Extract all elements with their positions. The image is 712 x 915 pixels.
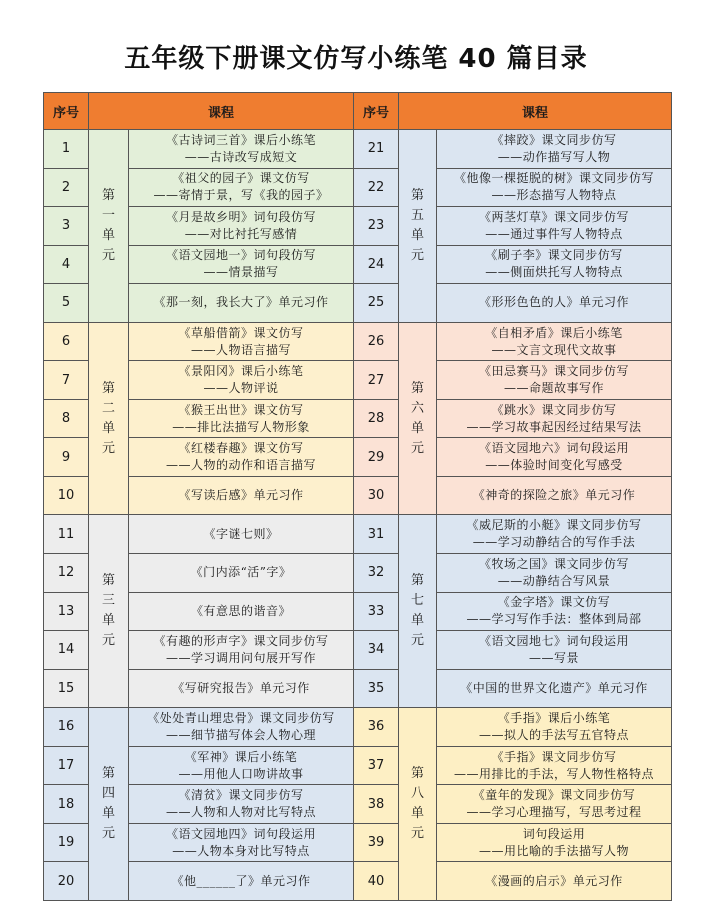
course-subtitle: ——学习心理描写，写思考过程	[466, 805, 642, 820]
header-num-right: 序号	[354, 93, 399, 130]
course-subtitle: ——学习调用问句展开写作	[166, 650, 317, 665]
course-cell	[129, 708, 354, 747]
row-number: 39	[354, 823, 399, 862]
course-title: 《清贫》课文同步仿写	[178, 788, 304, 803]
unit-char: 一	[101, 207, 115, 223]
table-row	[44, 631, 672, 670]
unit-label	[399, 708, 437, 901]
unit-char: 五	[411, 207, 425, 223]
unit-char: 元	[411, 440, 425, 456]
course-cell	[437, 438, 672, 477]
course-title: 《神奇的探险之旅》单元习作	[472, 488, 636, 503]
row-number: 14	[44, 631, 89, 670]
unit-char: 元	[101, 633, 115, 649]
row-number: 20	[44, 862, 89, 901]
row-number: 36	[354, 708, 399, 747]
course-cell	[437, 207, 672, 246]
table-row	[44, 708, 672, 747]
table-row	[44, 168, 672, 207]
course-title: 《有趣的形声字》课文同步仿写	[153, 633, 329, 648]
course-subtitle: ——用比喻的手法描写人物	[479, 843, 630, 858]
course-subtitle: ——通过事件写人物特点	[485, 226, 623, 241]
course-subtitle: ——形态描写人物特点	[491, 188, 617, 203]
course-cell	[129, 476, 354, 515]
course-cell	[129, 592, 354, 631]
row-number: 11	[44, 515, 89, 554]
course-subtitle: ——动静结合写风景	[497, 573, 611, 588]
course-cell	[437, 592, 672, 631]
table-row	[44, 823, 672, 862]
course-cell	[437, 785, 672, 824]
unit-char: 元	[101, 440, 115, 456]
course-title: 《刷子李》课文同步仿写	[485, 248, 623, 263]
course-cell	[437, 862, 672, 901]
course-subtitle: ——排比法描写人物形象	[172, 419, 310, 434]
course-title: 《威尼斯的小艇》课文同步仿写	[466, 518, 642, 533]
course-cell	[437, 554, 672, 593]
unit-char: 第	[411, 766, 425, 782]
unit-char: 三	[101, 593, 115, 609]
course-subtitle: ——拟人的手法写五官特点	[479, 727, 630, 742]
course-subtitle: ——体验时间变化写感受	[485, 458, 623, 473]
course-cell	[129, 631, 354, 670]
course-title: 《手指》课后小练笔	[497, 710, 611, 725]
course-cell	[129, 130, 354, 169]
course-title: 《军神》课后小练笔	[184, 749, 298, 764]
table-row	[44, 554, 672, 593]
course-cell	[129, 746, 354, 785]
row-number: 24	[354, 245, 399, 284]
unit-char: 单	[411, 613, 425, 629]
row-number: 9	[44, 438, 89, 477]
course-cell	[437, 168, 672, 207]
unit-char: 八	[411, 786, 425, 802]
row-number: 27	[354, 361, 399, 400]
row-number: 38	[354, 785, 399, 824]
row-number: 30	[354, 476, 399, 515]
row-number: 26	[354, 322, 399, 361]
course-title: 《有意思的谐音》	[191, 603, 292, 618]
course-title: 《跳水》课文同步仿写	[491, 402, 617, 417]
row-number: 12	[44, 554, 89, 593]
course-subtitle: ——古诗改写成短文	[184, 149, 298, 164]
course-title: 《田忌赛马》课文同步仿写	[479, 364, 630, 379]
unit-char: 六	[411, 400, 425, 416]
course-subtitle: ——学习动静结合的写作手法	[472, 535, 636, 550]
course-cell	[437, 130, 672, 169]
unit-char: 第	[101, 573, 115, 589]
row-number: 23	[354, 207, 399, 246]
course-title: 《猴王出世》课文仿写	[178, 402, 304, 417]
course-cell	[129, 669, 354, 708]
unit-char: 单	[101, 227, 115, 243]
row-number: 29	[354, 438, 399, 477]
course-title: 《月是故乡明》词句段仿写	[166, 209, 317, 224]
course-cell	[129, 168, 354, 207]
course-subtitle: ——学习写作手法：整体到局部	[466, 612, 642, 627]
table-row	[44, 669, 672, 708]
course-title: 《那一刻，我长大了》单元习作	[153, 295, 329, 310]
course-cell	[129, 284, 354, 323]
unit-label	[89, 322, 129, 515]
course-cell	[129, 823, 354, 862]
row-number: 13	[44, 592, 89, 631]
course-title: 《景阳冈》课后小练笔	[178, 364, 304, 379]
course-title: 《语文园地一》词句段仿写	[166, 248, 317, 263]
unit-char: 二	[101, 400, 115, 416]
course-title: 《写读后感》单元习作	[178, 488, 304, 503]
course-subtitle: ——人物和人物对比写特点	[166, 805, 317, 820]
course-title: 《语文园地六》词句段运用	[479, 441, 630, 456]
course-title: 《漫画的启示》单元习作	[485, 873, 623, 888]
course-cell	[129, 785, 354, 824]
unit-char: 单	[411, 227, 425, 243]
unit-char: 元	[411, 633, 425, 649]
course-cell	[129, 399, 354, 438]
course-title: 《中国的世界文化遗产》单元习作	[460, 680, 648, 695]
table-row	[44, 592, 672, 631]
course-title: 词句段运用	[522, 826, 586, 841]
table-row	[44, 245, 672, 284]
unit-label	[399, 130, 437, 323]
row-number: 16	[44, 708, 89, 747]
course-title: 《祖父的园子》课文仿写	[172, 171, 310, 186]
row-number: 10	[44, 476, 89, 515]
course-cell	[437, 284, 672, 323]
course-cell	[437, 631, 672, 670]
course-title: 《写研究报告》单元习作	[172, 680, 310, 695]
unit-char: 单	[411, 806, 425, 822]
course-subtitle: ——寄情于景，写《我的园子》	[153, 188, 329, 203]
course-cell	[129, 438, 354, 477]
course-subtitle: ——用他人口吻讲故事	[178, 766, 304, 781]
row-number: 6	[44, 322, 89, 361]
unit-char: 四	[101, 786, 115, 802]
row-number: 31	[354, 515, 399, 554]
table-row	[44, 862, 672, 901]
unit-label	[89, 130, 129, 323]
course-subtitle: ——人物评说	[203, 381, 279, 396]
course-cell	[437, 515, 672, 554]
course-cell	[129, 862, 354, 901]
row-number: 35	[354, 669, 399, 708]
course-title: 《他像一棵挺脱的树》课文同步仿写	[454, 171, 655, 186]
course-title: 《字谜七则》	[203, 526, 279, 541]
course-title: 《形形色色的人》单元习作	[479, 295, 630, 310]
row-number: 25	[354, 284, 399, 323]
course-title: 《语文园地四》词句段运用	[166, 826, 317, 841]
unit-label	[399, 515, 437, 708]
page-title: 五年级下册课文仿写小练笔 40 篇目录	[124, 44, 588, 74]
unit-label	[89, 515, 129, 708]
course-title: 《语文园地七》词句段运用	[479, 633, 630, 648]
table-row	[44, 207, 672, 246]
unit-char: 第	[411, 187, 425, 203]
course-subtitle: ——人物语言描写	[191, 342, 292, 357]
course-title: 《处处青山埋忠骨》课文同步仿写	[147, 710, 335, 725]
header-course-right: 课程	[399, 93, 672, 130]
row-number: 34	[354, 631, 399, 670]
course-subtitle: ——对比衬托写感情	[184, 226, 298, 241]
row-number: 22	[354, 168, 399, 207]
course-subtitle: ——侧面烘托写人物特点	[485, 265, 623, 280]
unit-char: 元	[411, 247, 425, 263]
row-number: 21	[354, 130, 399, 169]
course-title: 《牧场之国》课文同步仿写	[479, 556, 630, 571]
course-subtitle: ——人物的动作和语言描写	[166, 458, 317, 473]
header-row	[44, 93, 672, 130]
row-number: 28	[354, 399, 399, 438]
course-title: 《古诗词三首》课后小练笔	[166, 132, 317, 147]
table-row	[44, 361, 672, 400]
row-number: 1	[44, 130, 89, 169]
row-number: 17	[44, 746, 89, 785]
course-title: 《手指》课文同步仿写	[491, 749, 617, 764]
unit-char: 七	[411, 593, 425, 609]
course-cell	[437, 361, 672, 400]
unit-char: 单	[101, 806, 115, 822]
row-number: 3	[44, 207, 89, 246]
course-title: 《摔跤》课文同步仿写	[491, 132, 617, 147]
unit-char: 第	[101, 380, 115, 396]
course-cell	[129, 322, 354, 361]
row-number: 4	[44, 245, 89, 284]
unit-char: 单	[411, 420, 425, 436]
row-number: 15	[44, 669, 89, 708]
course-title: 《金字塔》课文仿写	[497, 595, 611, 610]
course-cell	[437, 322, 672, 361]
course-cell	[437, 746, 672, 785]
course-title: 《他______了》单元习作	[171, 873, 311, 888]
course-cell	[437, 245, 672, 284]
table-row	[44, 322, 672, 361]
course-title: 《自相矛盾》课后小练笔	[485, 325, 623, 340]
course-cell	[437, 476, 672, 515]
course-cell	[437, 823, 672, 862]
row-number: 19	[44, 823, 89, 862]
header-course-left: 课程	[89, 93, 354, 130]
course-cell	[437, 708, 672, 747]
course-cell	[437, 399, 672, 438]
course-cell	[129, 554, 354, 593]
row-number: 40	[354, 862, 399, 901]
header-num-left: 序号	[44, 93, 89, 130]
row-number: 7	[44, 361, 89, 400]
row-number: 37	[354, 746, 399, 785]
unit-char: 元	[411, 826, 425, 842]
row-number: 18	[44, 785, 89, 824]
unit-char: 第	[101, 187, 115, 203]
course-cell	[129, 207, 354, 246]
course-subtitle: ——学习故事起因经过结果写法	[466, 419, 642, 434]
course-cell	[129, 361, 354, 400]
course-cell	[129, 515, 354, 554]
unit-char: 元	[101, 826, 115, 842]
course-subtitle: ——动作描写写人物	[497, 149, 611, 164]
course-subtitle: ——人物本身对比写特点	[172, 843, 310, 858]
row-number: 8	[44, 399, 89, 438]
table-row	[44, 515, 672, 554]
table-row	[44, 438, 672, 477]
course-cell	[129, 245, 354, 284]
table-row	[44, 476, 672, 515]
row-number: 33	[354, 592, 399, 631]
unit-char: 元	[101, 247, 115, 263]
catalog-table	[43, 92, 672, 901]
table-row	[44, 399, 672, 438]
unit-label	[89, 708, 129, 901]
course-subtitle: ——细节描写体会人物心理	[166, 727, 317, 742]
course-subtitle: ——文言文现代文故事	[491, 342, 617, 357]
unit-char: 单	[101, 420, 115, 436]
row-number: 2	[44, 168, 89, 207]
unit-char: 第	[411, 380, 425, 396]
course-subtitle: ——命题故事写作	[504, 381, 605, 396]
course-subtitle: ——写景	[529, 650, 580, 665]
course-title: 《两茎灯草》课文同步仿写	[479, 209, 630, 224]
table-row	[44, 284, 672, 323]
unit-char: 第	[101, 766, 115, 782]
course-title: 《红楼春趣》课文仿写	[178, 441, 304, 456]
unit-char: 第	[411, 573, 425, 589]
course-title: 《门内添“活”字》	[190, 565, 292, 580]
course-cell	[437, 669, 672, 708]
row-number: 5	[44, 284, 89, 323]
table-row	[44, 746, 672, 785]
course-title: 《童年的发现》课文同步仿写	[472, 788, 636, 803]
table-row	[44, 130, 672, 169]
unit-label	[399, 322, 437, 515]
course-title: 《草船借箭》课文仿写	[178, 325, 304, 340]
course-subtitle: ——用排比的手法，写人物性格特点	[454, 766, 655, 781]
course-subtitle: ——情景描写	[203, 265, 279, 280]
table-row	[44, 785, 672, 824]
unit-char: 单	[101, 613, 115, 629]
row-number: 32	[354, 554, 399, 593]
